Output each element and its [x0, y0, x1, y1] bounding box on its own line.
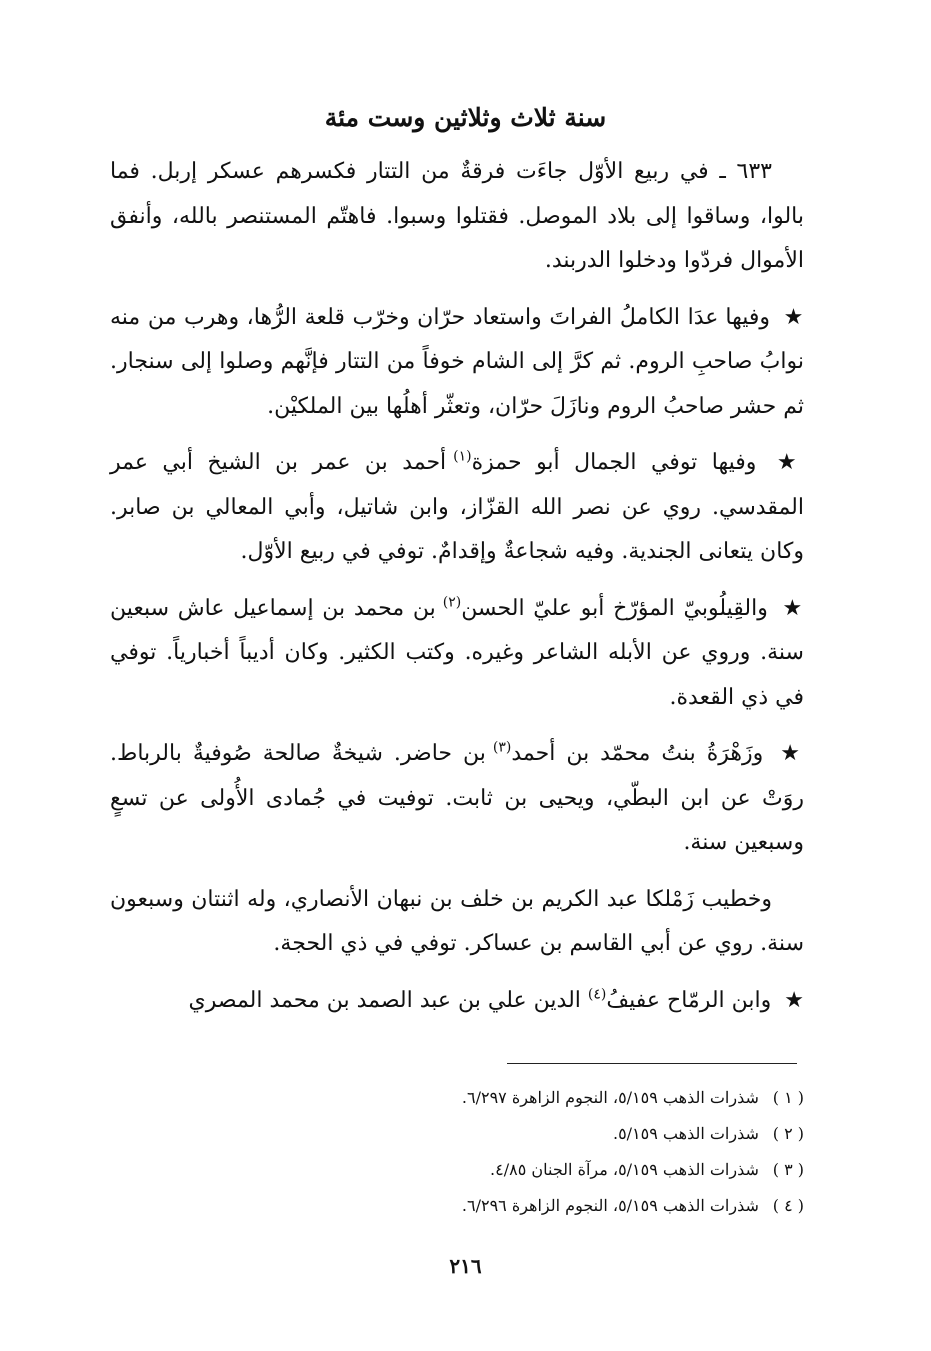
paragraph-abu-hamza [110, 441, 804, 575]
paragraph-text: ٦٣٣ ـ في ربيع الأوّل جاءَت فرقةٌ من التتار فكسرهم عسكر إربل. فما بالوا، وساقوا إلى بلاد الموصل. فقتلوا وسبوا. فاهتّم المستنصر بالله، وأنفق الأموال فردّوا ودخلوا الدربند. [110, 159, 804, 273]
paragraph-ibn-rammah [110, 979, 804, 1024]
footnote-number: ( ٢ ) [772, 1124, 804, 1143]
footnote-number: ( ٣ ) [772, 1160, 804, 1179]
star-marker: ★ [783, 304, 804, 330]
footnote-reference: (٤) [587, 986, 607, 1003]
footnote-item [110, 1152, 804, 1188]
footnote-item [110, 1116, 804, 1152]
footnotes [110, 1080, 804, 1224]
paragraph-text-continued: بن حاضر. شيخةٌ صالحة صُوفيةٌ بالرباط. روَتْ عن ابن البطّي، ويحيى بن ثابت. توفيت في جُمادى الأُولى عن تسعٍ وسبعين سنة. [110, 741, 804, 855]
paragraph-text: وابن الرمّاح عفيفُ [606, 987, 772, 1013]
page-title: سنة ثلاث وثلاثين وست مئة [324, 103, 607, 132]
paragraph-text-continued: الدين علي بن عبد الصمد بن محمد المصري [188, 987, 588, 1013]
paragraph-text: وفيها توفي الجمال أبو حمزة [471, 450, 757, 475]
paragraph-kamil [110, 296, 804, 430]
footnote-reference: (٢) [442, 594, 462, 611]
paragraph-khatib-zamlaka [110, 878, 804, 967]
footnote-text: شذرات الذهب ٥/١٥٩. [612, 1124, 759, 1143]
paragraph-text-continued: أحمد بن عمر بن الشيخ أبي عمر المقدسي. روي عن نصر الله القزّاز، وابن شاتيل، وأبي المعالي بن صابر. وكان يتعانى الجندية. وفيه شجاعةٌ وإقدامٌ. توفي في ربيع الأوّل. [110, 450, 804, 564]
footnote-number: ( ١ ) [772, 1088, 804, 1107]
paragraph-qilubi [110, 587, 804, 721]
paragraph-text: وفيها عدَا الكاملُ الفراتَ واستعاد حرّان وخرّب قلعة الرُّها، وهرب من منه نوابُ صاحبِ الروم. ثم كرَّ إلى الشام خوفاً من التتار فإنَّهم وصلوا إلى سنجار. ثم حشر صاحبُ الروم ونازَلَ حرّان، وتعثّر أهلُها بين الملكيْن. [110, 304, 804, 419]
footnote-item [110, 1080, 804, 1116]
footnote-text: شذرات الذهب ٥/١٥٩، مرآة الجنان ٤/٨٥. [490, 1160, 759, 1179]
paragraph-zahra [110, 732, 804, 866]
paragraph-text: وخطيب زَمْلكا عبد الكريم بن خلف بن نبهان الأنصاري، وله اثنتان وسبعون سنة. روي عن أبي القاسم بن عساكر. توفي في ذي الحجة. [110, 886, 804, 956]
star-marker: ★ [780, 741, 804, 766]
main-text [110, 150, 804, 1035]
star-marker: ★ [782, 595, 804, 621]
paragraph-text: والقِيلُوبيّ المؤرّخ أبو عليّ الحسن [461, 595, 768, 621]
paragraph-year-633 [110, 150, 804, 284]
footnote-text: شذرات الذهب ٥/١٥٩، النجوم الزاهرة ٦/٢٩٦. [461, 1196, 759, 1215]
footnote-reference: (١) [453, 448, 472, 465]
paragraph-text-continued: بن محمد بن إسماعيل عاش سبعين سنة. وروي عن الأبله الشاعر وغيره. وكتب الكثير. وكان أديباً أخبارياً. توفي في ذي القعدة. [110, 595, 804, 710]
page-number: ٢١٦ [449, 1254, 482, 1278]
footnote-number: ( ٤ ) [772, 1196, 804, 1215]
footnote-reference: (٣) [492, 739, 512, 756]
footnote-divider [507, 1063, 797, 1064]
paragraph-text: وزَهْرَةُ بنتُ محمّد بن أحمد [511, 741, 764, 766]
star-marker: ★ [784, 987, 804, 1013]
footnote-text: شذرات الذهب ٥/١٥٩، النجوم الزاهرة ٦/٢٩٧. [461, 1088, 759, 1107]
star-marker: ★ [776, 450, 804, 475]
footnote-item [110, 1188, 804, 1224]
